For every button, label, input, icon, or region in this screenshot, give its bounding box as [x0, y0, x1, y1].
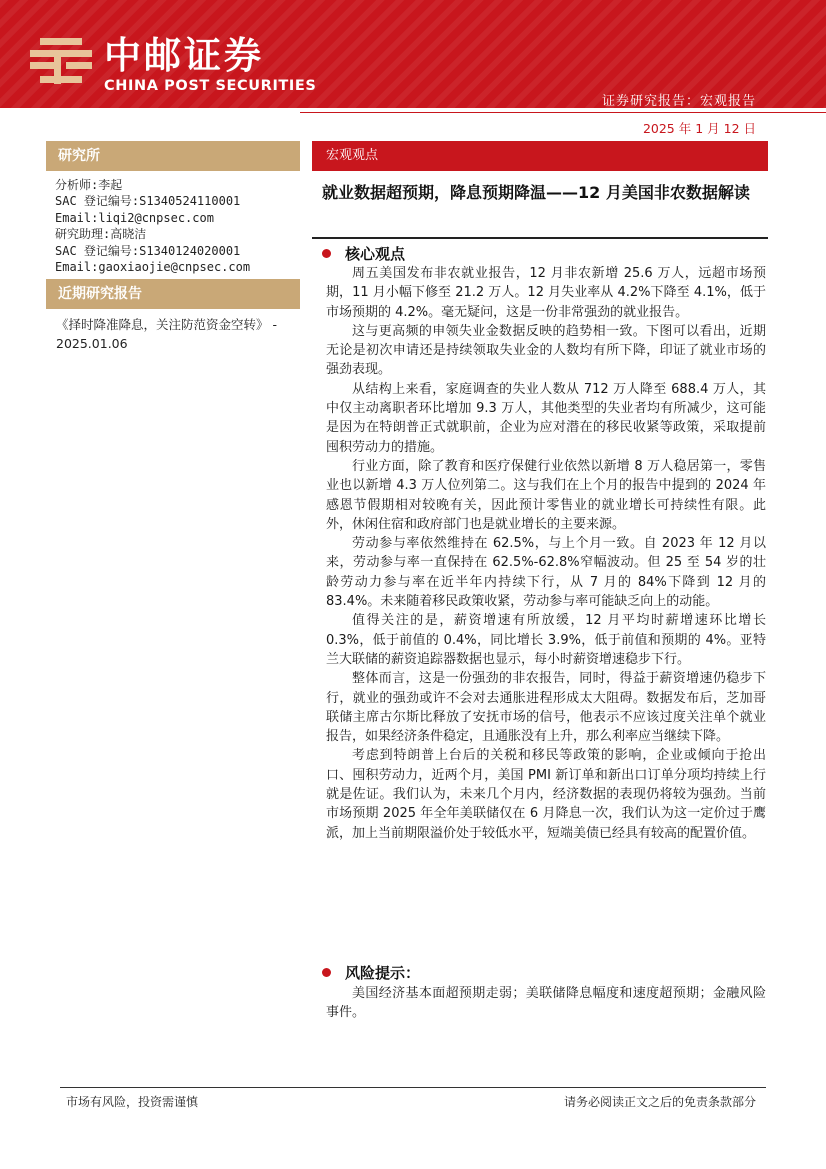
paragraph: 周五美国发布非农就业报告，12 月非农新增 25.6 万人，远超市场预期，11 月小幅下修至 21.2 万人。12 月失业率从 4.2%下降至 4.1%，低于市场预期的 4.2%。毫无疑问，这是一份非常强劲的就业报告。	[326, 266, 766, 320]
analyst-info	[55, 177, 250, 275]
recent-reports-label: 近期研究报告	[46, 279, 300, 309]
bullet-icon	[322, 968, 331, 977]
footer-disclaimer: 请务必阅读正文之后的免责条款部分	[563, 1095, 756, 1109]
analyst-line: Email:gaoxiaojie@cnpsec.com	[55, 260, 251, 275]
bullet-icon	[322, 249, 331, 258]
analyst-line: 研究助理:高晓洁	[55, 227, 147, 242]
core-heading	[322, 243, 405, 264]
recent-report-item: 《择时降准降息，关注防范资金空转》 - 2025.01.06	[56, 317, 277, 351]
institute-label: 研究所	[46, 141, 300, 171]
footer-risk-note: 市场有风险，投资需谨慎	[66, 1095, 199, 1109]
title-divider	[312, 237, 768, 239]
paragraph: 行业方面，除了教育和医疗保健行业依然以新增 8 万人稳居第一，零售业也以新增 4.3 万人位列第二。这与我们在上个月的报告中提到的 2024 年感恩节假期相对较晚有关，因此预计零售业的就业增长可持续性有限。此外，休闲住宿和政府部门也是就业增长的主要来源。	[326, 458, 766, 532]
analyst-line: SAC 登记编号:S1340524110001	[55, 194, 241, 209]
risk-content	[326, 984, 766, 1023]
paragraph: 劳动参与率依然维持在 62.5%，与上个月一致。自 2023 年 12 月以来，劳动参与率一直保持在 62.5%-62.8%窄幅波动。但 25 至 54 岁的壮龄劳动力参与率在近半年内持续下行，从 7 月的 84%下降到 12 月的 83.4%。未来随着移民政策收紧，劳动参与率可能缺乏向上的动能。	[326, 536, 766, 610]
paragraph: 考虑到特朗普上台后的关税和移民等政策的影响，企业或倾向于抢出口、囤积劳动力，近两个月，美国 PMI 新订单和新出口订单分项均持续上行就是佐证。我们认为，未来几个月内，经济数据的表现仍将较为强劲。当前市场预期 2025 年全年美联储仅在 6 月降息一次，我们认为这一定价过于鹰派，加上当前期限溢价处于较低水平，短端美债已经具有较高的配置价值。	[326, 748, 766, 841]
header-divider	[300, 112, 826, 113]
page-header	[0, 0, 826, 108]
paragraph: 从结构上来看，家庭调查的失业人数从 712 万人降至 688.4 万人，其中仅主动离职者环比增加 9.3 万人，其他类型的失业者均有所减少，这可能是因为在特朗普正式就职前，企业为应对潜在的移民收紧等政策，采取提前囤积劳动力的措施。	[326, 381, 766, 455]
section-tag: 宏观观点	[312, 141, 768, 171]
analyst-line: Email:liqi2@cnpsec.com	[55, 210, 214, 225]
risk-heading-label: 风险提示：	[345, 964, 421, 982]
report-type: 证券研究报告：宏观报告	[601, 94, 756, 109]
footer-divider	[60, 1087, 766, 1088]
page-title: 就业数据超预期，降息预期降温——12 月美国非农数据解读	[322, 183, 750, 202]
risk-text: 美国经济基本面超预期走弱；美联储降息幅度和速度超预期；金融风险事件。	[326, 986, 766, 1021]
analyst-line: 分析师:李起	[55, 178, 123, 192]
core-content	[326, 264, 766, 843]
risk-heading	[322, 962, 420, 983]
company-name-en: CHINA POST SECURITIES	[104, 78, 317, 94]
analyst-line: SAC 登记编号:S1340124020001	[55, 243, 241, 258]
company-name-cn: 中邮证券	[104, 34, 264, 77]
paragraph: 整体而言，这是一份强劲的非农报告，同时，得益于薪资增速仍稳步下行，就业的强劲或许不会对去通胀进程形成太大阻碍。数据发布后，芝加哥联储主席古尔斯比释放了安抚市场的信号，他表示不应该过度关注单个就业报告，如果经济条件稳定，且通胀没有上升，那么利率应当继续下降。	[326, 671, 766, 745]
core-heading-label: 核心观点	[345, 245, 406, 263]
paragraph: 值得关注的是，薪资增速有所放缓，12 月平均时薪增速环比增长 0.3%，低于前值的 0.4%，同比增长 3.9%，低于前值和预期的 4%。亚特兰大联储的薪资追踪器数据也显示，每小时薪资增速稳步下行。	[326, 613, 766, 667]
china-post-logo-icon	[26, 36, 96, 88]
report-date: 2025 年 1 月 12 日	[642, 121, 756, 136]
paragraph: 这与更高频的申领失业金数据反映的趋势相一致。下图可以看出，近期无论是初次申请还是持续领取失业金的人数均有所下降，印证了就业市场的强劲表现。	[326, 323, 766, 378]
